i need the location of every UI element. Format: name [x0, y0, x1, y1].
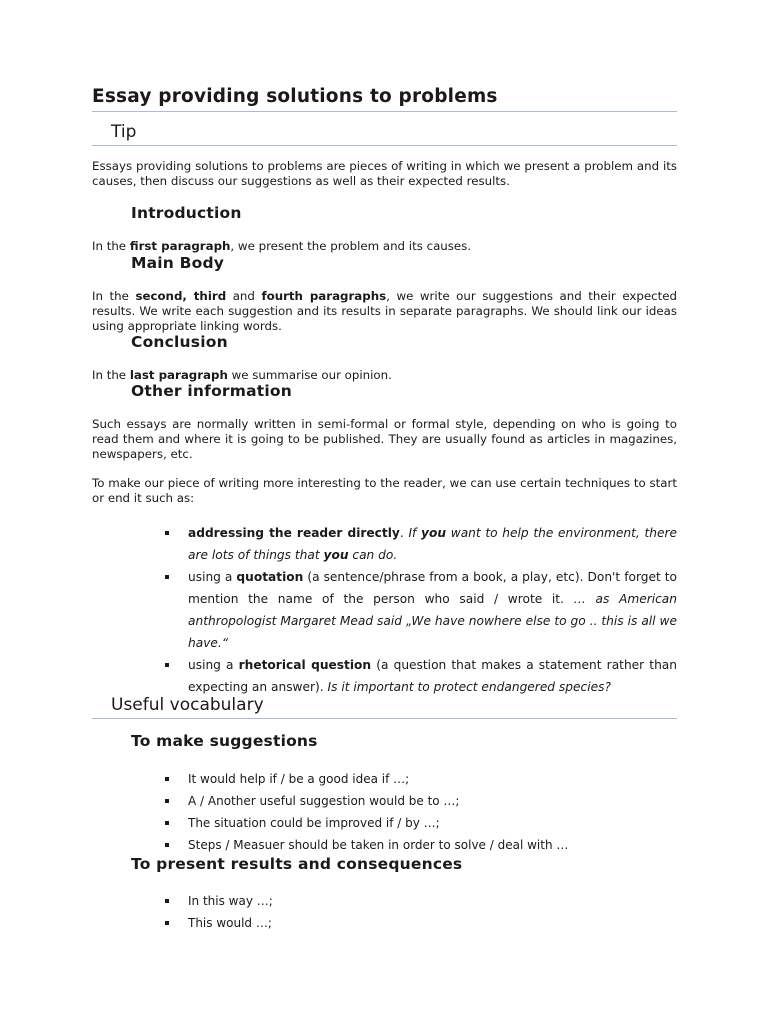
list-item-text: The situation could be improved if / by …;	[188, 816, 440, 830]
bullet-icon	[165, 663, 169, 667]
conclusion-paragraph	[92, 368, 677, 383]
conclusion-text-bold: last paragraph	[129, 368, 228, 382]
technique-pre: using a	[188, 570, 237, 584]
introduction-text-pre: In the	[92, 239, 130, 253]
list-item-text: This would …;	[188, 916, 272, 930]
main-body-text-post: , we write our suggestions and their expected results. We write each suggestion and its results in separate paragraphs. We should link our ideas using appropriate linking words.	[92, 289, 677, 333]
list-item	[160, 912, 677, 934]
main-body-text-mid: and	[226, 289, 262, 303]
technique-text: (a question that makes a statement rather than expecting an answer).	[188, 658, 677, 694]
bullet-icon	[165, 821, 169, 825]
list-item	[160, 768, 677, 790]
list-item	[160, 834, 677, 856]
main-body-text-bold-2: fourth paragraphs	[261, 289, 387, 303]
tip-heading: Tip	[92, 122, 677, 146]
suggestions-heading: To make suggestions	[131, 732, 318, 750]
bullet-icon	[165, 799, 169, 803]
document-title: Essay providing solutions to problems	[92, 86, 677, 112]
list-item	[160, 522, 677, 566]
list-item	[160, 566, 677, 654]
technique-bold: quotation	[236, 570, 304, 584]
results-list	[160, 890, 677, 934]
list-item-text: In this way …;	[188, 894, 273, 908]
techniques-list	[160, 522, 677, 698]
introduction-heading: Introduction	[131, 204, 242, 222]
bullet-icon	[165, 899, 169, 903]
conclusion-heading: Conclusion	[131, 333, 228, 351]
technique-italic-bold-2: you	[323, 548, 349, 562]
technique-bold: addressing the reader directly	[188, 526, 400, 540]
technique-pre: using a	[188, 658, 239, 672]
list-item	[160, 812, 677, 834]
technique-italic-1: If	[408, 526, 422, 540]
main-body-heading: Main Body	[131, 254, 225, 272]
list-item	[160, 654, 677, 698]
introduction-text-bold: first paragraph	[129, 239, 231, 253]
other-information-heading: Other information	[131, 382, 292, 400]
other-information-paragraph-1: Such essays are normally written in semi-formal or formal style, depending on who is going to read them and where it is going to be published. They are usually found as articles in magazines, newspapers, etc.	[92, 417, 677, 461]
useful-vocabulary-heading: Useful vocabulary	[92, 695, 677, 719]
suggestions-list	[160, 768, 677, 856]
list-item-text: Steps / Measuer should be taken in order to solve / deal with …	[188, 838, 569, 852]
technique-italic-2: want to help the environment, there are lots of things that	[188, 526, 678, 562]
bullet-icon	[165, 777, 169, 781]
bullet-icon	[165, 575, 169, 579]
technique-bold: rhetorical question	[238, 658, 372, 672]
introduction-paragraph	[92, 239, 677, 254]
bullet-icon	[165, 843, 169, 847]
technique-italic-bold: you	[421, 526, 447, 540]
list-item	[160, 790, 677, 812]
main-body-text-bold-1: second, third	[135, 289, 227, 303]
technique-italic: … as American anthropologist Margaret Mead said „We have nowhere else to go .. this is all we have.“	[188, 592, 677, 650]
technique-italic: Is it important to protect endangered species?	[327, 680, 611, 694]
main-body-text-pre: In the	[92, 289, 136, 303]
tip-paragraph: Essays providing solutions to problems are pieces of writing in which we present a problem and its causes, then discuss our suggestions as well as their expected results.	[92, 159, 677, 188]
main-body-paragraph	[92, 289, 677, 333]
technique-italic-3: can do.	[348, 548, 398, 562]
conclusion-text-post: we summarise our opinion.	[227, 368, 392, 382]
conclusion-text-pre: In the	[92, 368, 130, 382]
other-information-paragraph-2: To make our piece of writing more interesting to the reader, we can use certain techniques to start or end it such as:	[92, 476, 677, 505]
introduction-text-post: , we present the problem and its causes.	[230, 239, 472, 253]
list-item	[160, 890, 677, 912]
results-heading: To present results and consequences	[131, 855, 463, 873]
list-item-text: A / Another useful suggestion would be to …;	[188, 794, 460, 808]
technique-text: .	[399, 526, 409, 540]
bullet-icon	[165, 531, 169, 535]
technique-text: (a sentence/phrase from a book, a play, etc). Don't forget to mention the name of the person who said / wrote it.	[188, 570, 677, 606]
list-item-text: It would help if / be a good idea if …;	[188, 772, 410, 786]
bullet-icon	[165, 921, 169, 925]
